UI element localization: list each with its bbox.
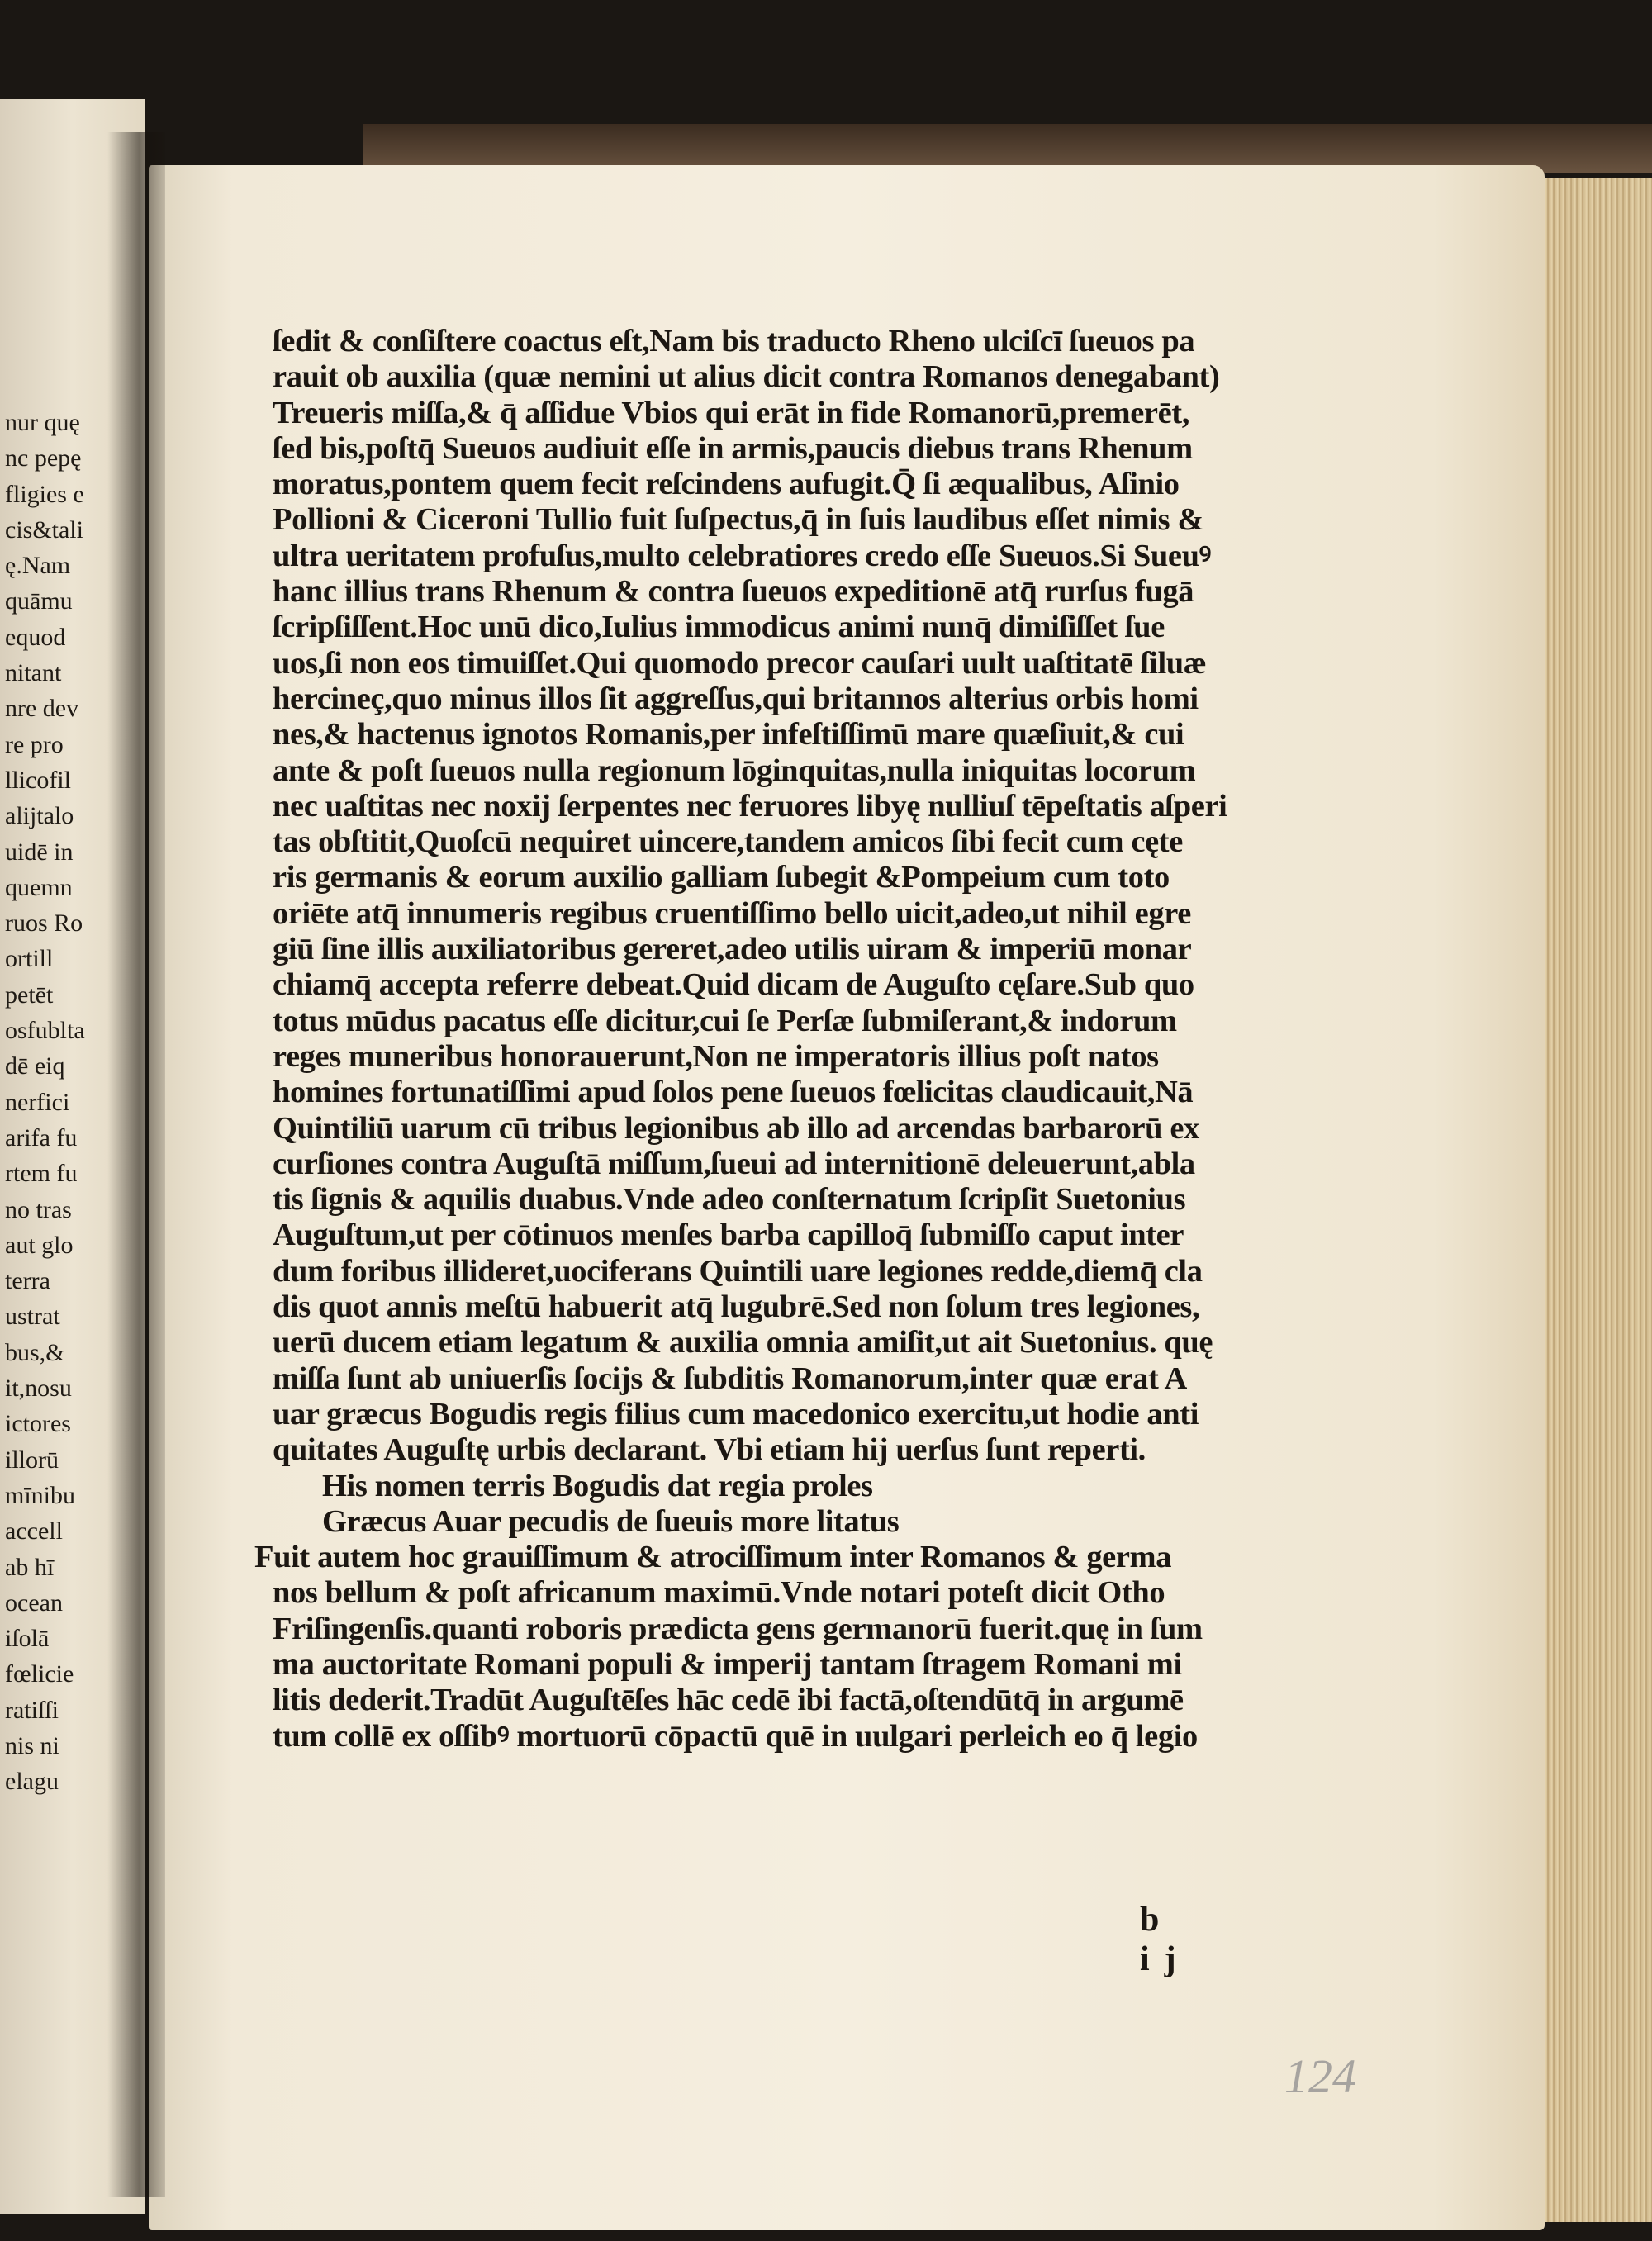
page-edges: [1532, 178, 1652, 2222]
left-text-fragment: nitant: [5, 659, 62, 687]
text-line: His nomen terris Bogudis dat regia proles: [322, 1468, 873, 1503]
left-text-fragment: ocean: [5, 1588, 63, 1617]
text-line: Fuit autem hoc grauiſſimum & atrociſſimum inter Romanos & germa: [254, 1540, 1172, 1575]
text-line: tas obſtitit,Quoſcū nequiret uincere,tandem amicos ſibi fecit cum cęte: [273, 824, 1183, 860]
text-line: giū ſine illis auxiliatoribus gereret,adeo utilis uiram & imperiū monar: [273, 932, 1192, 967]
text-line: litis dederit.Tradūt Auguſtēſes hāc cedē ibi factā,oſtendūtq̄ in argumē: [273, 1683, 1184, 1718]
text-line: Treueris miſſa,& q̄ aſſidue Vbios qui erāt in fide Romanorū,premerēt,: [273, 395, 1189, 430]
left-text-fragment: no tras: [5, 1195, 72, 1223]
text-line: ris germanis & eorum auxilio galliam ſubegit &Pompeium cum toto: [273, 860, 1170, 895]
text-line: dum foribus illideret,uociferans Quintili uare legiones redde,diemq̄ cla: [273, 1253, 1203, 1289]
left-text-fragment: quāmu: [5, 587, 73, 615]
text-line: quitates Auguſtę urbis declarant. Vbi etiam hij uerſus ſunt reperti.: [273, 1432, 1146, 1468]
left-text-fragment: nerfici: [5, 1088, 70, 1116]
left-text-fragment: bus,&: [5, 1338, 65, 1366]
text-line: uerū ducem etiam legatum & auxilia omnia amiſit,ut ait Suetonius. quę: [273, 1325, 1213, 1360]
text-line: dis quot annis meſtū habuerit atq̄ lugubrē.Sed non ſolum tres legiones,: [273, 1289, 1200, 1325]
left-text-fragment: nur quę: [5, 409, 80, 436]
text-line: ſcripſiſſent.Hoc unū dico,Iulius immodicus animi nunq̄ dimiſiſſet ſue: [273, 610, 1165, 645]
left-text-fragment: ab hī: [5, 1553, 55, 1581]
text-line: Græcus Auar pecudis de ſueuis more litatus: [322, 1503, 900, 1539]
text-line: oriēte atq̄ innumeris regibus cruentiſſimo bello uicit,adeo,ut nihil egre: [273, 895, 1191, 931]
text-line: moratus,pontem quem fecit reſcindens aufugit.Q̄ ſi æqualibus, Aſinio: [273, 467, 1180, 502]
left-text-fragment: terra: [5, 1267, 50, 1295]
text-line: totus mūdus pacatus eſſe dicitur,cui ſe Perſæ ſubmiſerant,& indorum: [273, 1003, 1177, 1038]
text-line: tis ſignis & aquilis duabus.Vnde adeo conſternatum ſcripſit Suetonius: [273, 1182, 1186, 1218]
left-text-fragment: ortill: [5, 945, 54, 973]
text-line: ultra ueritatem profuſus,multo celebratiores credo eſſe Sueuos.Si Sueuꝰ: [273, 538, 1211, 573]
text-line: Auguſtum,ut per cōtinuos menſes barba capilloq̄ ſubmiſſo caput inter: [273, 1218, 1184, 1253]
text-line: hanc illius trans Rhenum & contra ſueuos expeditionē atq̄ rurſus fugā: [273, 574, 1194, 610]
text-line: uos,ſi non eos timuiſſet.Qui quomodo precor cauſari uult uaſtitatē ſiluæ: [273, 645, 1207, 681]
left-text-fragment: uidē in: [5, 838, 74, 866]
left-text-fragment: rtem fu: [5, 1160, 78, 1188]
left-text-fragment: elagu: [5, 1768, 59, 1796]
gutter-shadow: [107, 132, 165, 2197]
left-text-fragment: illorū: [5, 1446, 59, 1474]
signature-mark: b ij: [1140, 1901, 1191, 1978]
left-text-fragment: dē eiq: [5, 1052, 65, 1080]
left-text-fragment: arifa fu: [5, 1123, 78, 1151]
text-line: rauit ob auxilia (quæ nemini ut alius dicit contra Romanos denegabant): [273, 359, 1220, 395]
text-line: nec uaſtitas nec noxij ſerpentes nec feruores libyę nulliuſ tēpeſtatis aſperi: [273, 788, 1227, 824]
left-text-fragment: iſolā: [5, 1625, 50, 1653]
left-text-fragment: ratiſſi: [5, 1696, 59, 1724]
left-text-fragment: quemn: [5, 873, 73, 901]
left-text-fragment: cis&tali: [5, 515, 83, 544]
folio-number: 124: [1284, 2049, 1356, 2103]
left-text-fragment: aut glo: [5, 1231, 74, 1259]
left-text-fragment: ruos Ro: [5, 909, 83, 938]
text-line: chiamq̄ accepta referre debeat.Quid dicam de Auguſto cęſare.Sub quo: [273, 967, 1194, 1003]
text-line: Friſingenſis.quanti roboris prædicta gens germanorū fuerit.quę in ſum: [273, 1611, 1203, 1646]
main-text-block: [254, 324, 1338, 1754]
text-line: Quintiliū uarum cū tribus legionibus ab illo ad arcendas barbarorū ex: [273, 1110, 1199, 1146]
text-line: hercineç,quo minus illos ſit aggreſſus,qui britannos alterius orbis homi: [273, 681, 1199, 716]
text-line: tum collē ex oſſibꝰ mortuorū cōpactū quē in uulgari perleich eo q̄ legio: [273, 1718, 1198, 1754]
left-text-fragment: osfublta: [5, 1017, 85, 1045]
text-line: miſſa ſunt ab uniuerſis ſocijs & ſubditis Romanorum,inter quæ erat A: [273, 1360, 1187, 1396]
text-line: nos bellum & poſt africanum maximū.Vnde notari poteſt dicit Otho: [273, 1575, 1165, 1611]
text-line: nes,& hactenus ignotos Romanis,per infeſtiſſimū mare quæſiuit,& cui: [273, 717, 1184, 753]
text-line: uar græcus Bogudis regis filius cum macedonico exercitu,ut hodie anti: [273, 1396, 1199, 1431]
left-text-fragment: fligies e: [5, 480, 84, 508]
left-text-fragment: ę.Nam: [5, 552, 71, 580]
left-text-fragment: it,nosu: [5, 1375, 72, 1403]
left-text-fragment: nre dev: [5, 695, 79, 723]
left-text-fragment: ustrat: [5, 1303, 60, 1331]
text-line: Pollioni & Ciceroni Tullio fuit ſuſpectus,q̄ in ſuis laudibus eſſet nimis &: [273, 502, 1204, 538]
left-text-fragment: alijtalo: [5, 802, 74, 830]
left-text-fragment: mīnibu: [5, 1481, 76, 1509]
left-text-fragment: nis ni: [5, 1731, 59, 1759]
left-text-fragment: re pro: [5, 730, 64, 758]
text-line: reges muneribus honorauerunt,Non ne imperatoris illius poſt natos: [273, 1038, 1159, 1074]
text-line: curſiones contra Auguſtā miſſum,ſueui ad internitionē deleuerunt,abla: [273, 1146, 1195, 1181]
left-text-fragment: petēt: [5, 980, 54, 1009]
text-line: homines fortunatiſſimi apud ſolos pene ſueuos fœlicitas claudicauit,Nā: [273, 1075, 1194, 1110]
left-text-fragment: equod: [5, 623, 66, 651]
left-text-fragment: fœlicie: [5, 1660, 74, 1688]
text-line: ma auctoritate Romani populi & imperij tantam ſtragem Romani mi: [273, 1646, 1182, 1682]
left-text-fragment: nc pepę: [5, 444, 82, 472]
text-line: ante & poſt ſueuos nulla regionum lōginquitas,nulla iniquitas locorum: [273, 753, 1196, 788]
left-text-fragment: accell: [5, 1517, 63, 1545]
left-text-fragment: ictores: [5, 1410, 71, 1438]
text-line: ſed bis,poſtq̄ Sueuos audiuit eſſe in armis,paucis diebus trans Rhenum: [273, 430, 1193, 466]
left-text-fragment: llicofil: [5, 766, 71, 794]
text-line: ſedit & conſiſtere coactus eſt,Nam bis traducto Rheno ulciſcī ſueuos pa: [273, 324, 1195, 358]
